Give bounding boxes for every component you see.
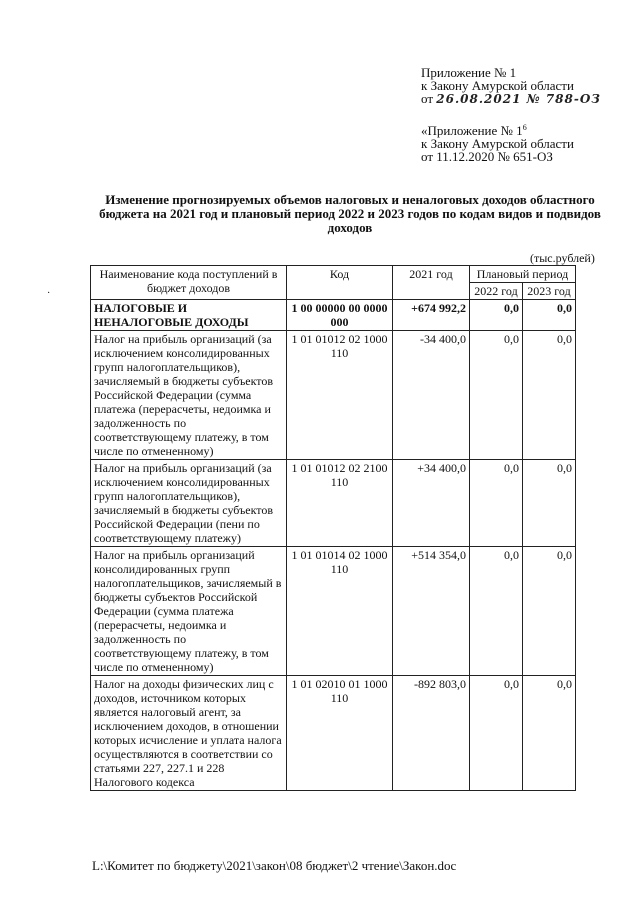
appendix-line-2: к Закону Амурской области — [421, 78, 574, 93]
row-code: 1 01 02010 01 1000 110 — [287, 676, 393, 791]
appendix-line-1: Приложение № 1 — [421, 65, 517, 80]
row-code: 1 01 01012 02 2100 110 — [287, 460, 393, 547]
revenue-table — [90, 265, 576, 791]
handwritten-date-number: 26.08.2021 № 788-ОЗ — [436, 92, 601, 106]
row-2022: 0,0 — [470, 547, 523, 676]
table-row — [91, 547, 576, 676]
row-name: Налог на прибыль организаций консолидированных групп налогоплательщиков, зачисляемый в бюджеты субъектов Российской Федерации (сумма платежа (перерасчеты, недоимка и задолженность по соответствующему платежу, в том числе по отмененному) — [91, 547, 287, 676]
row-2022: 0,0 — [470, 460, 523, 547]
row-2023: 0,0 — [523, 547, 576, 676]
header-name: Наименование кода поступлений в бюджет доходов — [91, 266, 287, 300]
file-path-footer: L:\Комитет по бюджету\2021\закон\08 бюджет\2 чтение\Закон.doc — [92, 858, 457, 873]
header-2021: 2021 год — [393, 266, 470, 300]
appendix-ref-superscript: 6 — [522, 123, 527, 132]
row-2022: 0,0 — [470, 676, 523, 791]
row-2023: 0,0 — [523, 300, 576, 331]
table-row — [91, 331, 576, 460]
table-row — [91, 300, 576, 331]
row-2021: +674 992,2 — [393, 300, 470, 331]
row-name: НАЛОГОВЫЕ И НЕНАЛОГОВЫЕ ДОХОДЫ — [91, 300, 287, 331]
units-label: (тыс.рублей) — [530, 251, 595, 265]
row-2022: 0,0 — [470, 300, 523, 331]
row-code: 1 01 01012 02 1000 110 — [287, 331, 393, 460]
row-name: Налог на доходы физических лиц с доходов, источником которых является налоговый агент, за исключением доходов, в отношении которых исчисление и уплата налога осуществляются в соответствии со статьями 227, 227.1 и 228 Налогового кодекса — [91, 676, 287, 791]
row-name: Налог на прибыль организаций (за исключением консолидированных групп налогоплательщиков), зачисляемый в бюджеты субъектов Российской Федерации (пени по соответствующему платежу) — [91, 460, 287, 547]
header-planned-period: Плановый период — [470, 266, 576, 283]
header-2023: 2023 год — [523, 283, 576, 300]
appendix-block — [421, 66, 601, 106]
appendix-line-3 — [421, 92, 601, 106]
row-2023: 0,0 — [523, 460, 576, 547]
row-name: Налог на прибыль организаций (за исключением консолидированных групп налогоплательщиков), зачисляемый в бюджеты субъектов Российской Федерации (сумма платежа (перерасчеты, недоимка и задолженность по соответствующему платежу, в том числе по отмененному) — [91, 331, 287, 460]
header-2022: 2022 год — [470, 283, 523, 300]
row-2022: 0,0 — [470, 331, 523, 460]
row-2021: -892 803,0 — [393, 676, 470, 791]
row-2023: 0,0 — [523, 676, 576, 791]
appendix-ref-label: «Приложение № 1 — [421, 123, 523, 138]
row-2021: +34 400,0 — [393, 460, 470, 547]
row-code: 1 00 00000 00 0000 000 — [287, 300, 393, 331]
margin-mark: · — [47, 288, 51, 299]
row-2021: -34 400,0 — [393, 331, 470, 460]
appendix-ref-line-2: к Закону Амурской области — [421, 136, 574, 151]
appendix-reference-block — [421, 124, 574, 163]
row-2021: +514 354,0 — [393, 547, 470, 676]
row-2023: 0,0 — [523, 331, 576, 460]
appendix-date-prefix: от — [421, 91, 434, 106]
row-code: 1 01 01014 02 1000 110 — [287, 547, 393, 676]
table-row — [91, 460, 576, 547]
appendix-ref-line-3: от 11.12.2020 № 651-ОЗ — [421, 149, 553, 164]
header-code: Код — [287, 266, 393, 300]
document-title: Изменение прогнозируемых объемов налоговых и неналоговых доходов областного бюджета на 2021 год и плановый период 2022 и 2023 годов по кодам видов и подвидов доходов — [99, 192, 601, 235]
table-row — [91, 676, 576, 791]
